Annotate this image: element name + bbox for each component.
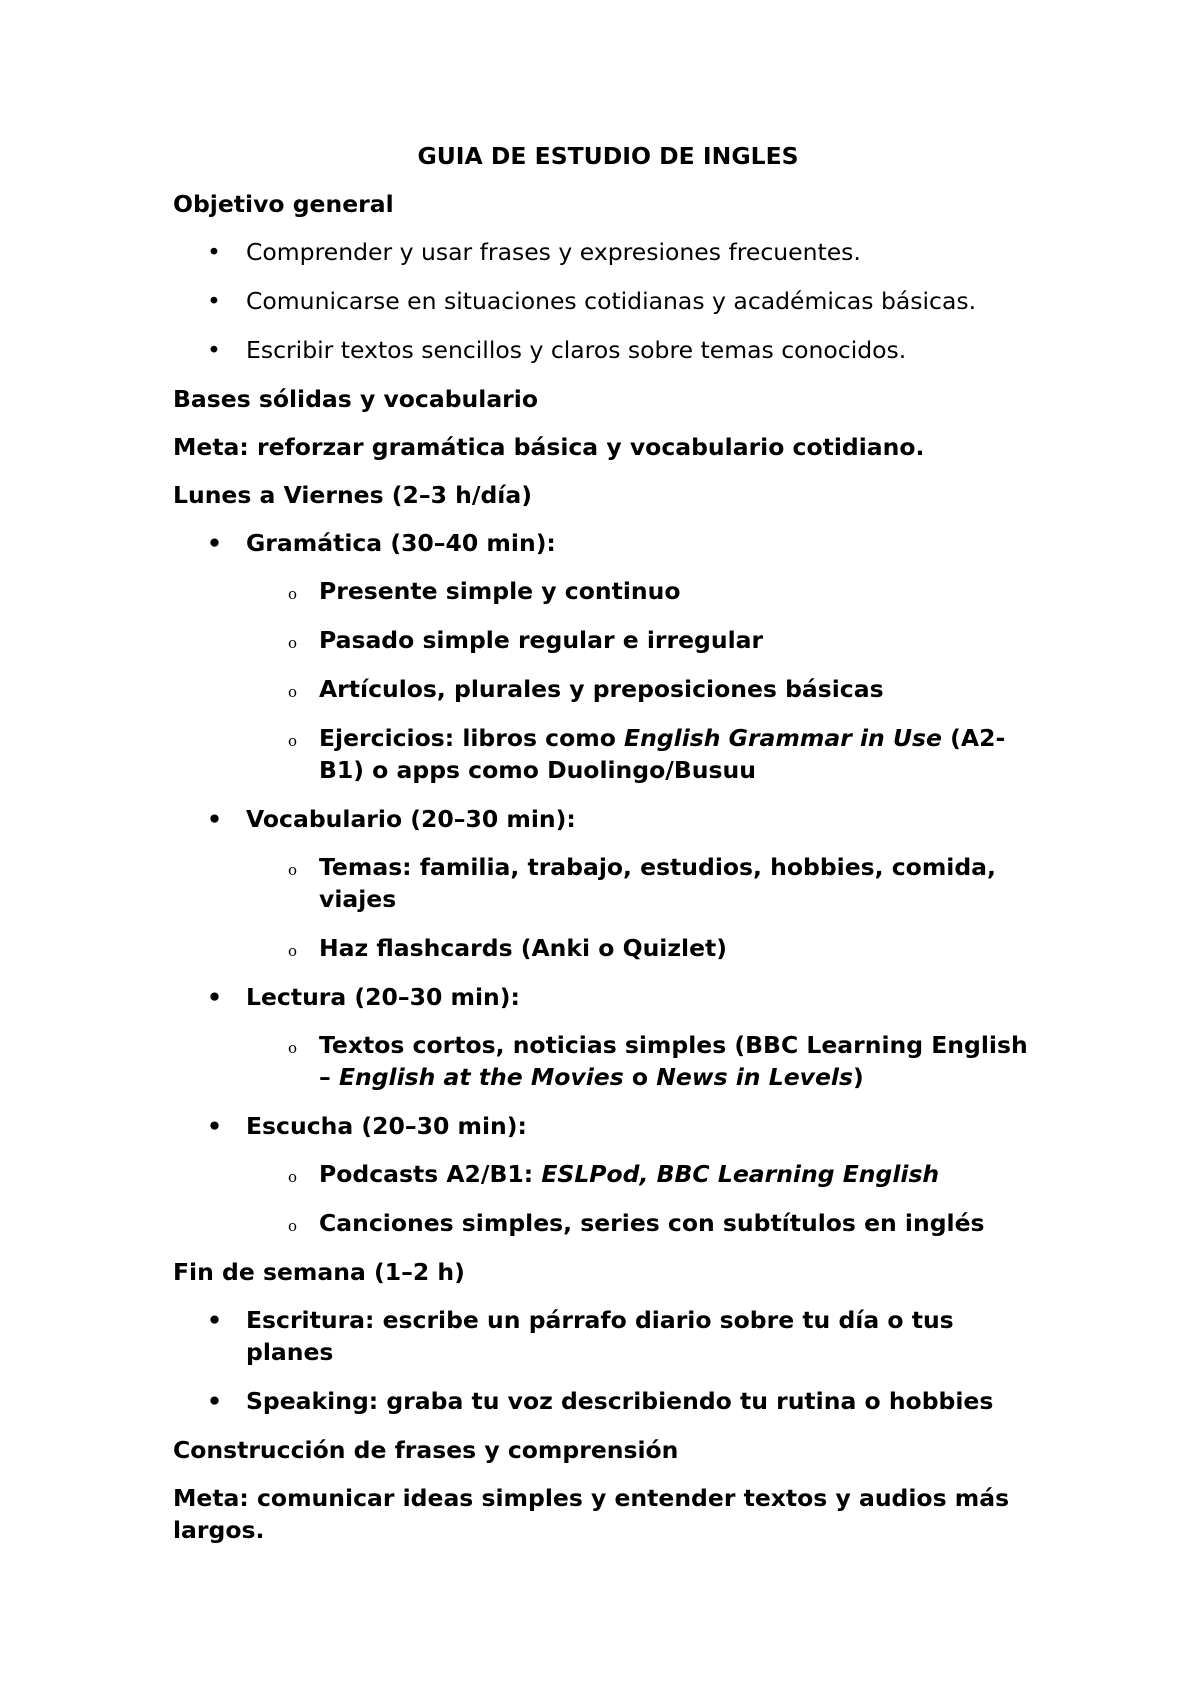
construccion-heading: Construcción de frases y comprensión: [173, 1436, 679, 1464]
gramatica-item: [173, 527, 1043, 786]
gramatica-label: Gramática (30–40 min):: [246, 529, 556, 557]
bullet-icon: •: [207, 983, 223, 1011]
escucha-item: [173, 1110, 1043, 1239]
bullet-icon: •: [207, 1387, 223, 1415]
book-title: English Grammar in Use: [624, 724, 942, 752]
bullet-icon: •: [207, 1306, 223, 1334]
weekday-plan-list: [173, 527, 1043, 1239]
lectura-label: Lectura (20–30 min):: [246, 983, 520, 1011]
bullet-icon: •: [207, 805, 223, 833]
bullet-icon: •: [207, 336, 221, 364]
meta-comunicar: Meta: comunicar ideas simples y entender textos y audios más largos.: [173, 1484, 1010, 1544]
weekend-plan-list: [173, 1304, 1043, 1417]
ejercicios-text-post: (A2-B1) o apps como Duolingo/Busuu: [319, 724, 1006, 784]
podcasts-text-pre: Podcasts A2/B1:: [319, 1160, 542, 1188]
podcast-names: ESLPod, BBC Learning English: [541, 1160, 940, 1188]
objetivo-heading: Objetivo general: [173, 190, 394, 218]
list-item: [173, 334, 1043, 366]
circle-bullet-icon: o: [288, 1217, 298, 1235]
gramatica-sublist: [246, 575, 1043, 786]
document-title: GUIA DE ESTUDIO DE INGLES: [417, 142, 799, 170]
vocabulario-item: [173, 803, 1043, 964]
lectura-item: [173, 981, 1043, 1093]
list-item: [246, 851, 1043, 915]
bullet-icon: •: [207, 529, 223, 557]
vocabulario-topic: Haz flashcards (Anki o Quizlet): [319, 934, 728, 962]
gramatica-topic: Presente simple y continuo: [319, 577, 681, 605]
lectura-text-pre: Textos cortos, noticias simples (BBC Learning English –: [319, 1031, 1028, 1091]
escucha-sublist: [246, 1158, 1043, 1239]
list-item: [246, 1207, 1043, 1239]
vocabulario-label: Vocabulario (20–30 min):: [246, 805, 576, 833]
escucha-label: Escucha (20–30 min):: [246, 1112, 527, 1140]
list-item: [246, 1029, 1043, 1093]
circle-bullet-icon: o: [288, 634, 298, 652]
document-page: [173, 140, 1043, 1562]
fin-semana-heading: Fin de semana (1–2 h): [173, 1258, 465, 1286]
objetivos-list: [173, 236, 1043, 366]
list-item: [246, 673, 1043, 705]
weekend-task: Escritura: escribe un párrafo diario sobre tu día o tus planes: [246, 1306, 954, 1366]
objetivo-text: Comprender y usar frases y expresiones frecuentes.: [246, 238, 861, 266]
bases-heading: Bases sólidas y vocabulario: [173, 385, 538, 413]
bullet-icon: •: [207, 1112, 223, 1140]
lunes-heading: Lunes a Viernes (2–3 h/día): [173, 481, 532, 509]
circle-bullet-icon: o: [288, 861, 298, 879]
list-item: [246, 624, 1043, 656]
bullet-icon: •: [207, 287, 221, 315]
lectura-text-post: ): [852, 1063, 864, 1091]
circle-bullet-icon: o: [288, 1039, 298, 1057]
bullet-icon: •: [207, 238, 221, 266]
canciones-text: Canciones simples, series con subtítulos en inglés: [319, 1209, 985, 1237]
list-item: [173, 1385, 1043, 1417]
circle-bullet-icon: o: [288, 683, 298, 701]
lectura-resource-2: News in Levels: [656, 1063, 853, 1091]
circle-bullet-icon: o: [288, 1168, 298, 1186]
circle-bullet-icon: o: [288, 585, 298, 603]
list-item: [246, 722, 1043, 786]
gramatica-topic: Pasado simple regular e irregular: [319, 626, 764, 654]
vocabulario-topic: Temas: familia, trabajo, estudios, hobbies, comida, viajes: [319, 853, 996, 913]
circle-bullet-icon: o: [288, 732, 298, 750]
lectura-sublist: [246, 1029, 1043, 1093]
meta-reforzar: Meta: reforzar gramática básica y vocabulario cotidiano.: [173, 433, 925, 461]
objetivo-text: Escribir textos sencillos y claros sobre temas conocidos.: [246, 336, 907, 364]
list-item: [173, 285, 1043, 317]
weekend-task: Speaking: graba tu voz describiendo tu rutina o hobbies: [246, 1387, 994, 1415]
vocabulario-sublist: [246, 851, 1043, 964]
list-item: [173, 236, 1043, 268]
ejercicios-text-pre: Ejercicios: libros como: [319, 724, 625, 752]
list-item: [246, 932, 1043, 964]
objetivo-text: Comunicarse en situaciones cotidianas y académicas básicas.: [246, 287, 977, 315]
list-item: [173, 1304, 1043, 1368]
list-item: [246, 575, 1043, 607]
lectura-resource-1: English at the Movies: [338, 1063, 624, 1091]
lectura-text-mid: o: [623, 1063, 657, 1091]
list-item: [246, 1158, 1043, 1190]
circle-bullet-icon: o: [288, 942, 298, 960]
gramatica-topic: Artículos, plurales y preposiciones básicas: [319, 675, 884, 703]
